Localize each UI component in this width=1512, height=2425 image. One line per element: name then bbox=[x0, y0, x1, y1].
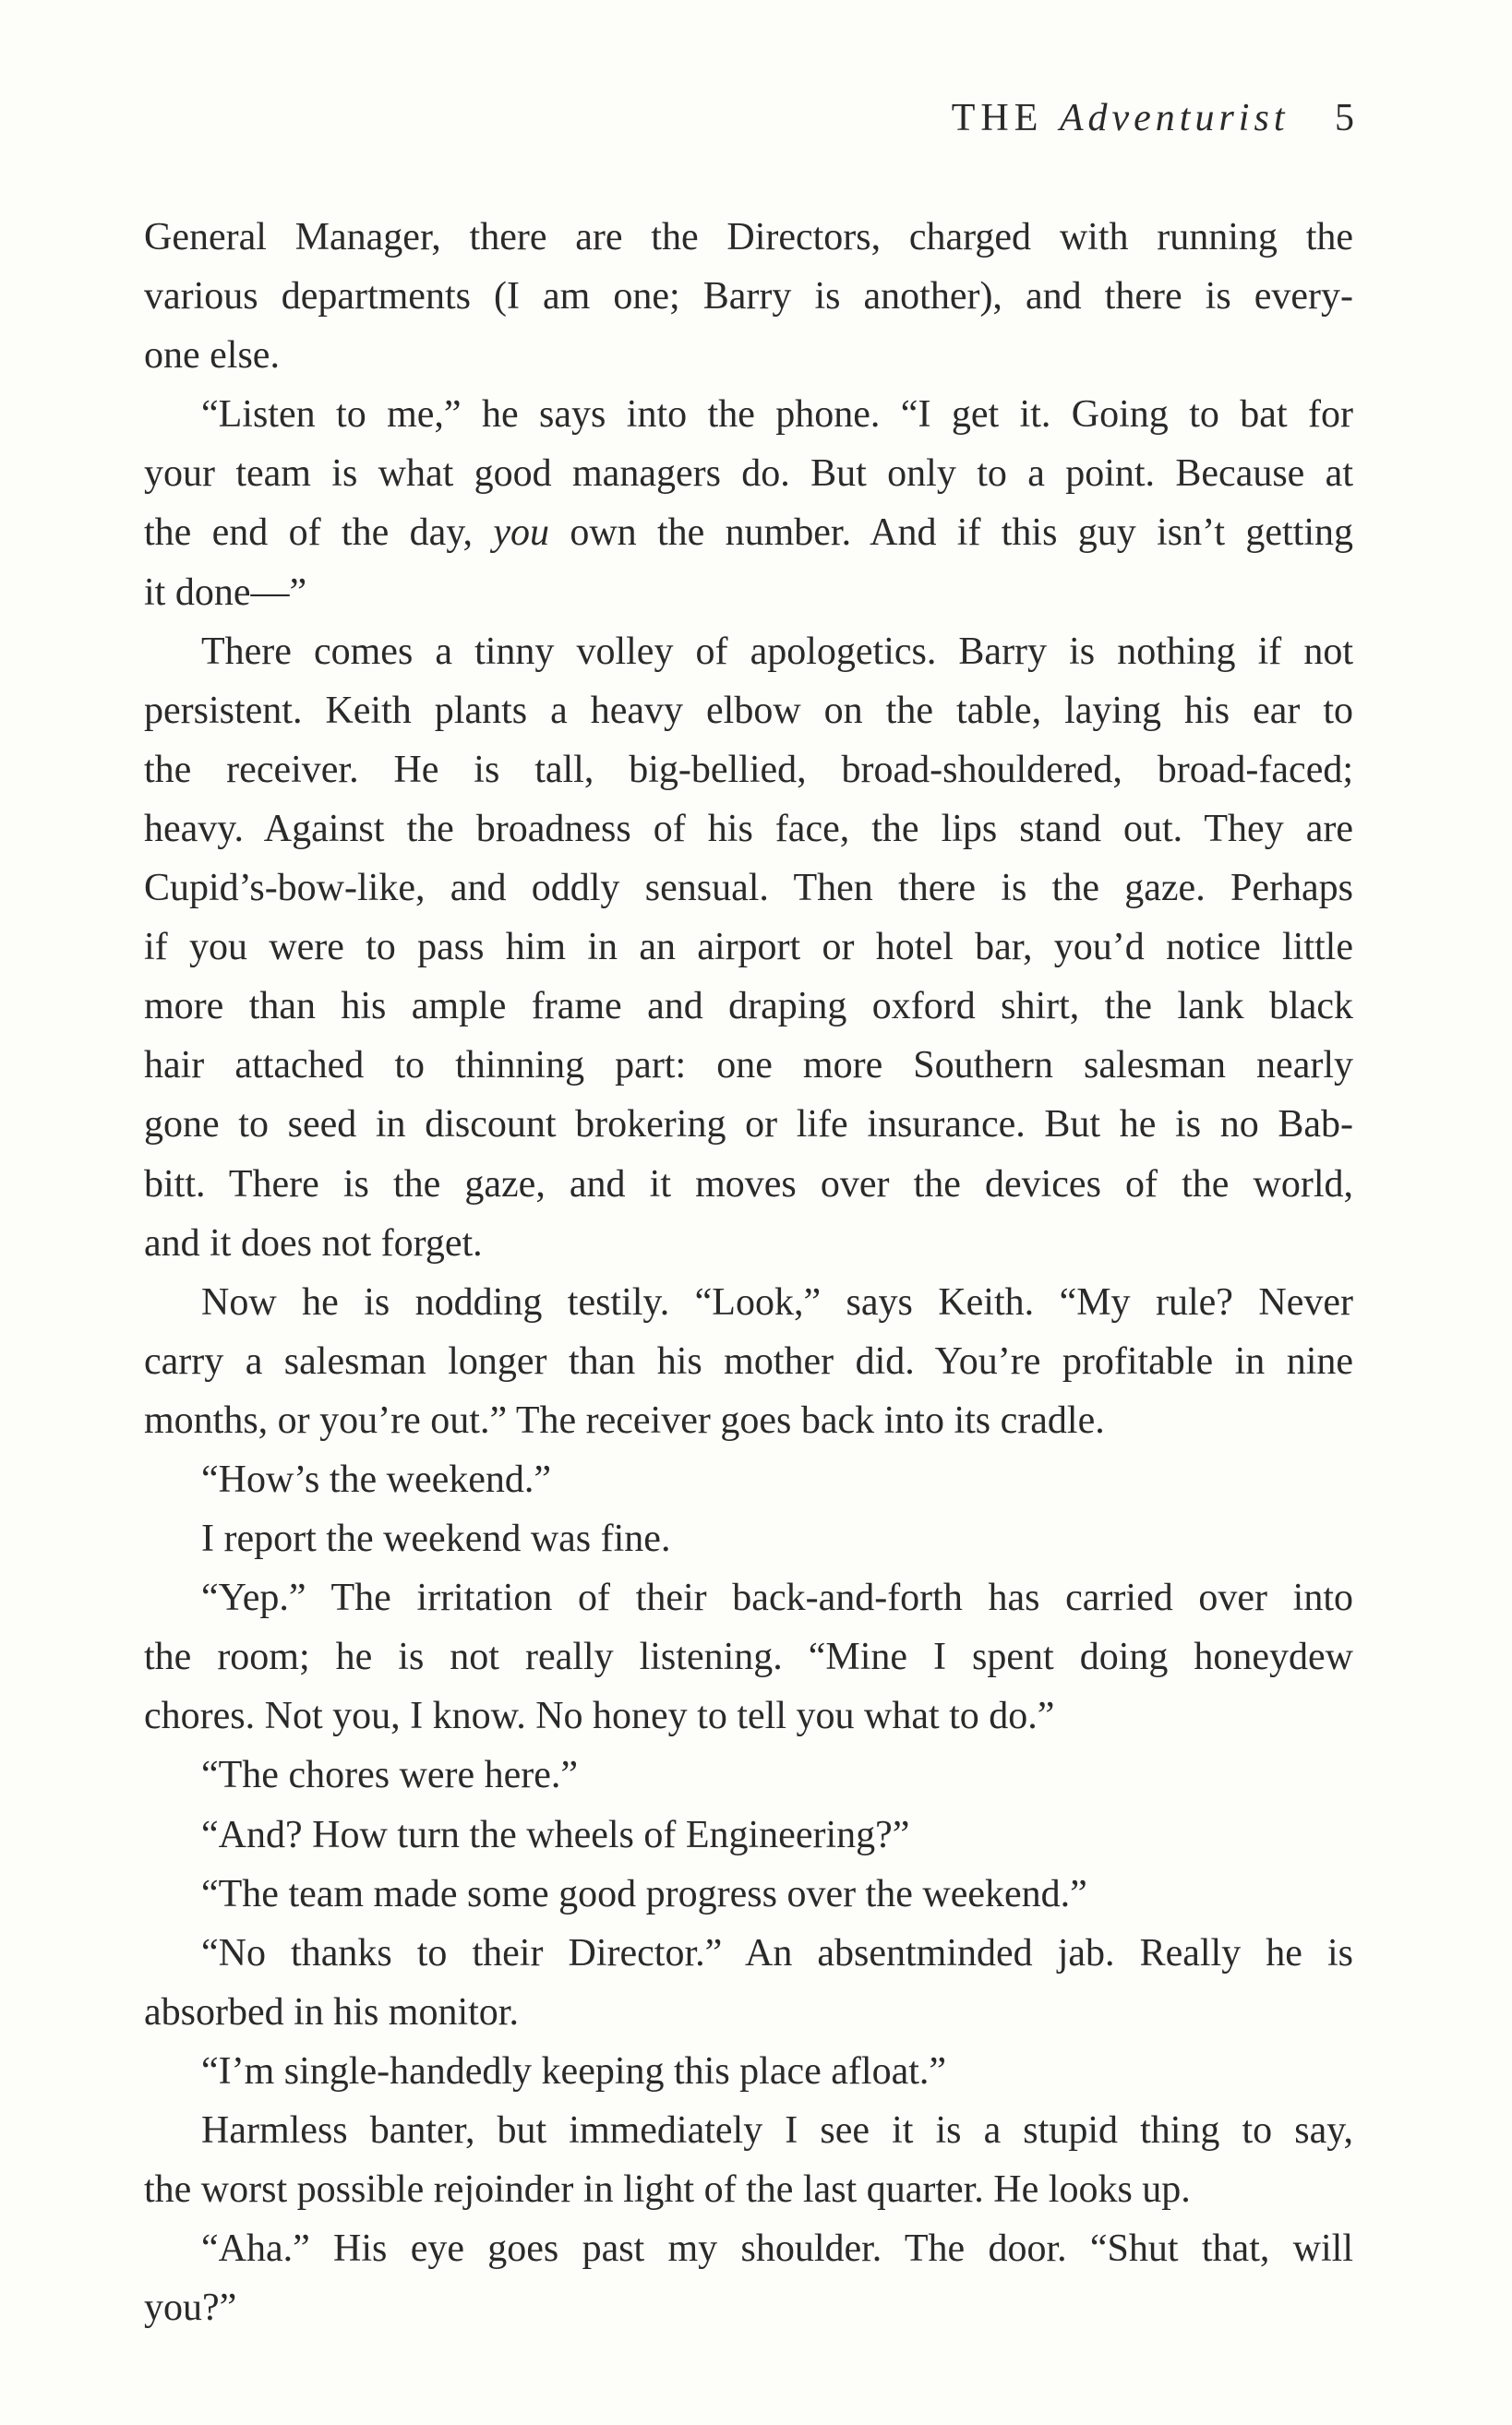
text-line: carry a salesman longer than his mother did. You’re profitable in nine bbox=[144, 1339, 1353, 1383]
text-line: absorbed in his monitor. bbox=[144, 1990, 519, 2034]
text-line: heavy. Against the broadness of his face, the lips stand out. They are bbox=[144, 807, 1353, 850]
text-line: gone to seed in discount brokering or life insurance. But he is no Bab- bbox=[144, 1103, 1353, 1146]
running-head-book: THE bbox=[951, 97, 1044, 139]
text-line: Now he is nodding testily. “Look,” says Keith. “My rule? Never bbox=[201, 1280, 1353, 1324]
text-line: hair attached to thinning part: one more Southern salesman nearly bbox=[144, 1044, 1353, 1087]
running-head-title: Adventurist bbox=[1059, 97, 1290, 139]
text-line: persistent. Keith plants a heavy elbow on the table, laying his ear to bbox=[144, 689, 1353, 732]
text-line: “The team made some good progress over the weekend.” bbox=[201, 1872, 1087, 1915]
text-line: months, or you’re out.” The receiver goes back into its cradle. bbox=[144, 1399, 1105, 1442]
text-line: “No thanks to their Director.” An absentminded jab. Really he is bbox=[201, 1931, 1353, 1975]
text-line: General Manager, there are the Directors, charged with running the bbox=[144, 216, 1353, 258]
text-line: if you were to pass him in an airport or hotel bar, you’d notice little bbox=[144, 926, 1353, 969]
text-line: various departments (I am one; Barry is another), and there is every- bbox=[144, 275, 1353, 318]
italic-emphasis: you bbox=[493, 511, 549, 555]
text-line: the worst possible rejoinder in light of the last quarter. He looks up. bbox=[144, 2168, 1191, 2212]
text-line: “How’s the weekend.” bbox=[201, 1458, 552, 1501]
running-head bbox=[952, 96, 1355, 140]
text-line: chores. Not you, I know. No honey to tell you what to do.” bbox=[144, 1695, 1055, 1738]
text-line: “Yep.” The irritation of their back-and-forth has carried over into bbox=[201, 1577, 1353, 1620]
text-line: your team is what good managers do. But only to a point. Because at bbox=[144, 452, 1353, 496]
text-line: the room; he is not really listening. “Mine I spent doing honeydew bbox=[144, 1636, 1353, 1679]
text-line: the receiver. He is tall, big-bellied, broad-shouldered, broad-faced; bbox=[144, 748, 1353, 791]
text-line: more than his ample frame and draping oxford shirt, the lank black bbox=[144, 985, 1353, 1028]
body-text bbox=[144, 208, 1353, 2337]
text-line: you?” bbox=[144, 2287, 237, 2330]
text-line: one else. bbox=[144, 334, 280, 378]
text-line: “And? How turn the wheels of Engineering?” bbox=[201, 1813, 910, 1856]
text-line bbox=[144, 503, 1353, 562]
text-line: “The chores were here.” bbox=[201, 1754, 579, 1797]
text-line: There comes a tinny volley of apologetics. Barry is nothing if not bbox=[201, 630, 1353, 673]
text-line: “Listen to me,” he says into the phone. “I get it. Going to bat for bbox=[201, 393, 1353, 437]
text-span: own the number. And if this guy isn’t getting bbox=[548, 511, 1353, 555]
text-line: bitt. There is the gaze, and it moves over the devices of the world, bbox=[144, 1162, 1353, 1206]
text-span: the end of the day, bbox=[144, 511, 494, 555]
text-line: it done—” bbox=[144, 570, 307, 614]
text-line: I report the weekend was fine. bbox=[201, 1518, 671, 1561]
page-number: 5 bbox=[1335, 97, 1355, 139]
text-line: “I’m single-handedly keeping this place afloat.” bbox=[201, 2049, 947, 2093]
text-line: Cupid’s-bow-like, and oddly sensual. Then there is the gaze. Perhaps bbox=[144, 867, 1353, 910]
text-line: and it does not forget. bbox=[144, 1221, 483, 1265]
text-line: “Aha.” His eye goes past my shoulder. The door. “Shut that, will bbox=[201, 2227, 1353, 2271]
text-line: Harmless banter, but immediately I see it is a stupid thing to say, bbox=[201, 2109, 1353, 2152]
